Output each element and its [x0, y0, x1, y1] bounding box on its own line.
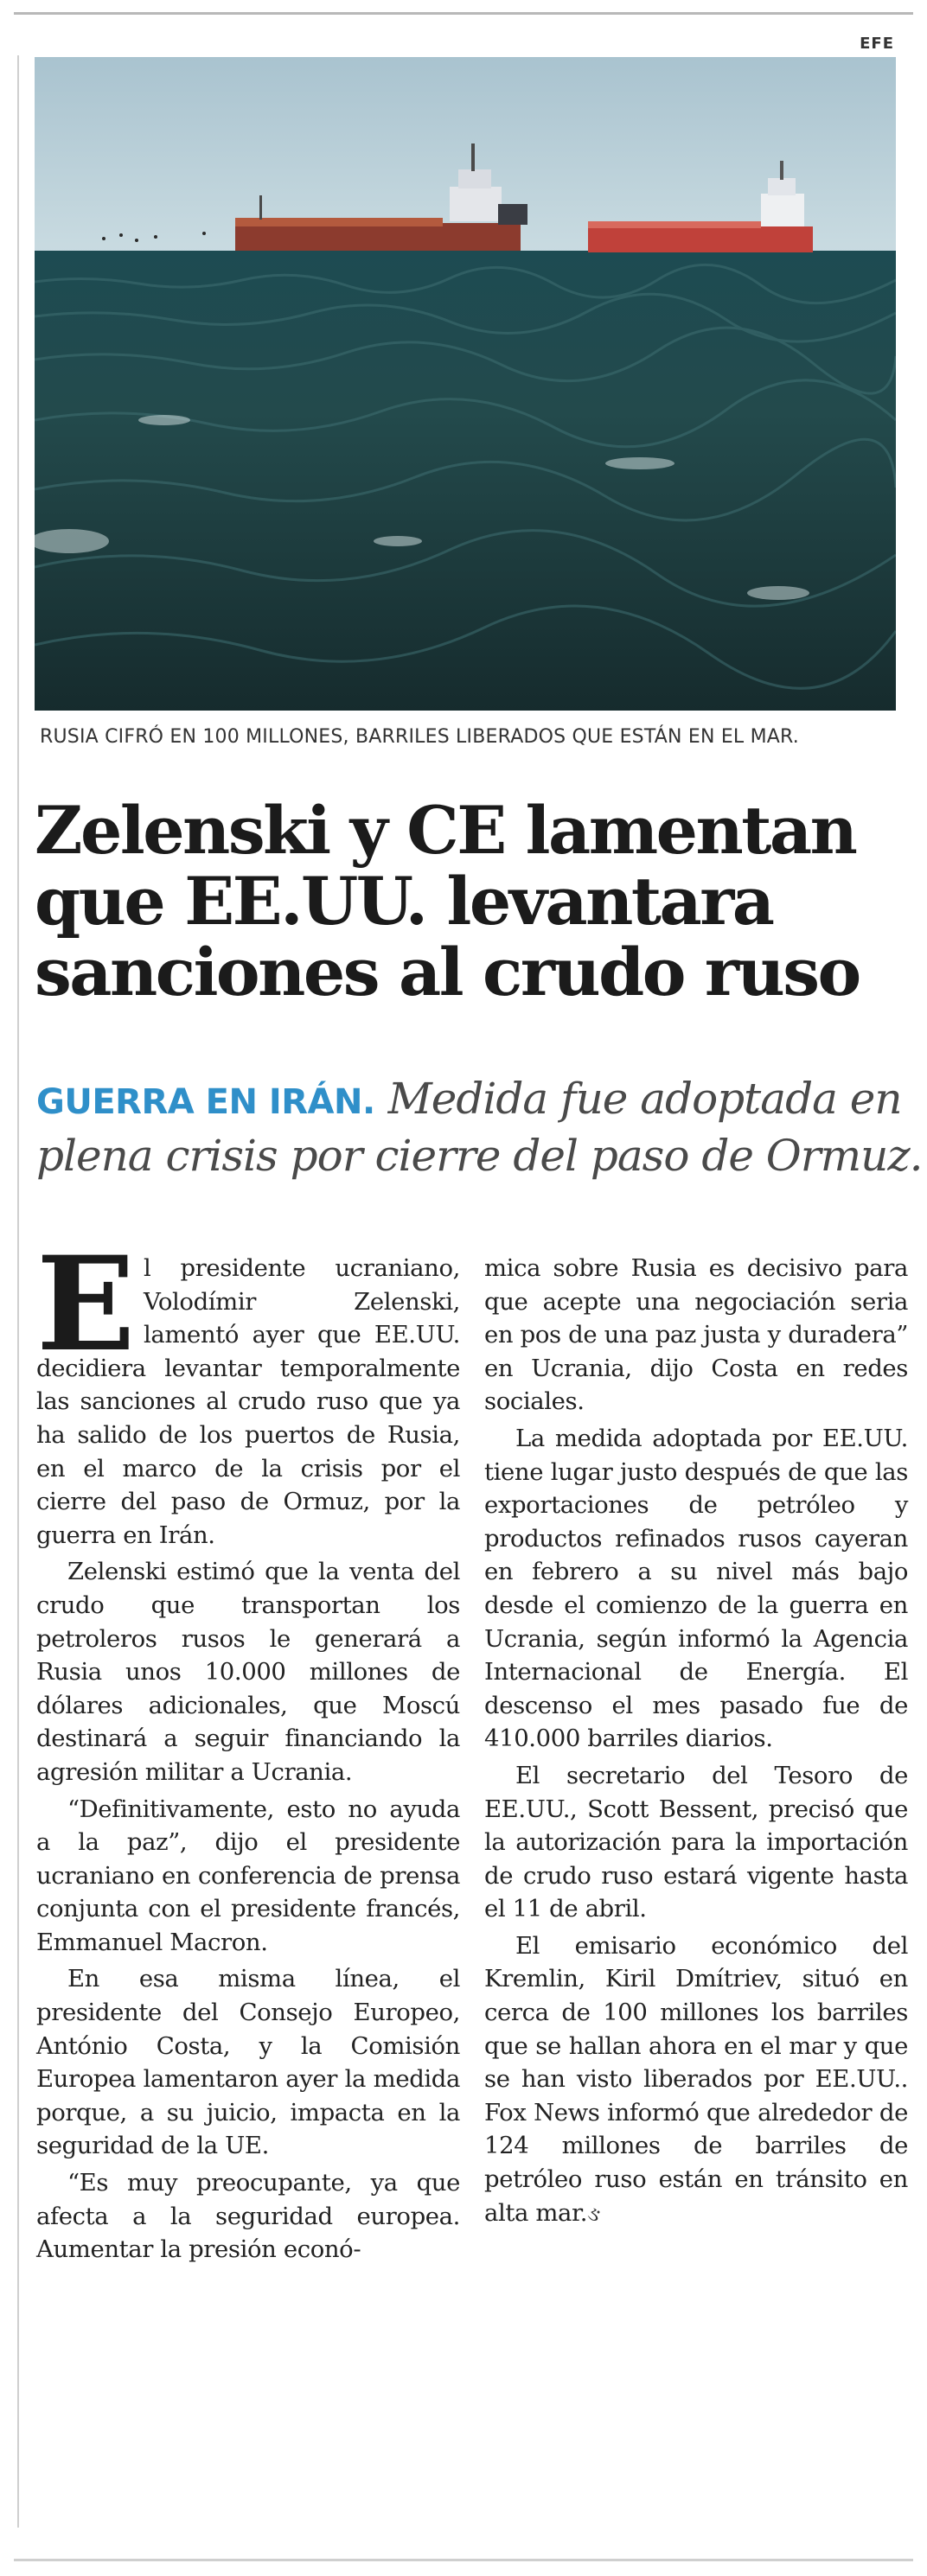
- paragraph-8-text: El emisario económico del Kremlin, Kiril Dmítriev, situó en cerca de 100 millones los barriles que se hallan ahora en el mar y que se han visto liberados por EE.UU.. Fox News informó que alrededor de 124 millones de barriles de petróleo ruso están en tránsito en alta mar.: [484, 1931, 908, 2227]
- paragraph-7: El secretario del Tesoro de EE.UU., Scott Bessent, precisó que la autorización para la importación de crudo ruso estará vigente hasta el 11 de abril.: [484, 1761, 908, 1923]
- subheadline-text-1: Medida fue adoptada en: [374, 1074, 902, 1124]
- headline: [35, 792, 899, 1011]
- end-mark-icon: ઙ: [587, 2201, 601, 2226]
- headline-line-3: sanciones al crudo ruso: [35, 934, 860, 1011]
- bottom-rule: [14, 2559, 913, 2561]
- left-column-rule: [17, 55, 19, 2528]
- news-photo: [35, 57, 896, 711]
- paragraph-1-text: l presidente ucraniano, Volodímir Zelenski, lamentó ayer que EE.UU. decidiera levantar temporalmente las sanciones al crudo ruso que ya ha salido de los puertos de Rusia, en el marco de la crisis por el cierre del paso de Ormuz, por la guerra en Irán.: [36, 1254, 460, 1549]
- paragraph-1: [36, 1228, 460, 1552]
- paragraph-3: “Definitivamente, esto no ayuda a la paz”, dijo el presidente ucraniano en conferencia de prensa conjunta con el presidente francés, Emmanuel Macron.: [36, 1795, 460, 1956]
- paragraph-8: [484, 1929, 908, 2230]
- subheadline-text-2: plena crisis por cierre del paso de Ormuz.: [36, 1131, 923, 1181]
- paragraph-6: La medida adoptada por EE.UU. tiene lugar justo después de que las exportaciones de petróleo y productos refinados rusos cayeran en febrero a su nivel más bajo desde el comienzo de la guerra en Ucrania, según informó la Agencia Internacional de Energía. El descenso el mes pasado fue de 410.000 barriles diarios.: [484, 1424, 908, 1753]
- body-column-1: [36, 1228, 460, 2270]
- paragraph-5: “Es muy preocupante, ya que afecta a la seguridad europea. Aumentar la presión econó-: [36, 2169, 460, 2264]
- subheadline: [36, 1072, 923, 1183]
- paragraph-5-continued: mica sobre Rusia es decisivo para que acepte una negociación seria en pos de una paz justa y duradera” en Ucrania, dijo Costa en redes sociales.: [484, 1254, 908, 1416]
- dropcap: E: [36, 1228, 135, 1380]
- subheadline-line-1: [36, 1072, 901, 1129]
- headline-line-2: que EE.UU. levantara: [35, 863, 773, 940]
- body-column-2: [484, 1252, 908, 2234]
- paragraph-2: Zelenski estimó que la venta del crudo que transportan los petroleros rusos le generará a Rusia unos 10.000 millones de dólares adicionales, que Moscú destinará a seguir financiando la agresión militar a Ucrania.: [36, 1558, 460, 1786]
- photo-caption: RUSIA CIFRÓ EN 100 MILLONES, BARRILES LIBERADOS QUE ESTÁN EN EL MAR.: [40, 726, 799, 748]
- section-kicker: GUERRA EN IRÁN.: [36, 1082, 375, 1122]
- headline-line-1: Zelenski y CE lamentan: [35, 792, 856, 869]
- photo-credit: EFE: [860, 35, 894, 53]
- paragraph-4: En esa misma línea, el presidente del Consejo Europeo, António Costa, y la Comisión Europea lamentaron ayer la medida porque, a su juicio, impacta en la seguridad de la UE.: [36, 1965, 460, 2160]
- ships-at-sea-photo-icon: [35, 57, 896, 711]
- top-rule: [14, 12, 913, 15]
